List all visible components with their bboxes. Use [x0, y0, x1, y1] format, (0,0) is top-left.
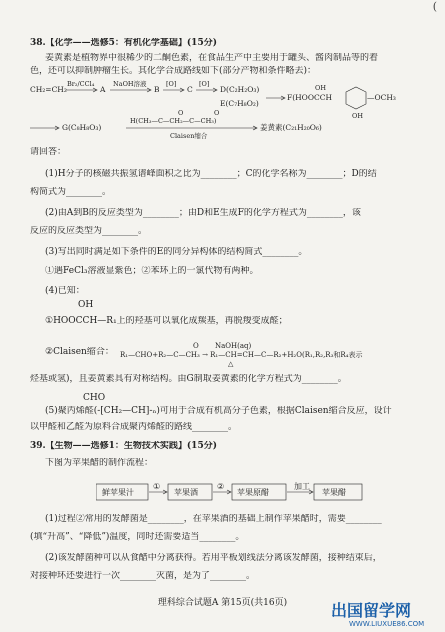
q39-part-1a: (1)过程②常用的发酵菌是________，在苹果酒的基础上制作苹果醋时，需要________ [45, 514, 382, 524]
claisen-o-1: O [193, 342, 199, 350]
scheme-c: C [187, 85, 193, 94]
scheme-h-o-2: O [214, 109, 220, 117]
scheme-oxidant-2: [O] [199, 80, 210, 88]
scheme-product: 姜黄素(C₂₁H₂₀O₆) [260, 123, 322, 132]
flow-box-juice: 鲜苹果汁 [102, 488, 134, 497]
scheme-claisen: Claisen缩合 [170, 132, 208, 140]
q39-intro: 下图为苹果醋的制作流程： [45, 458, 154, 468]
q39-part-2a: (2)该发酵菌种可以从食醋中分离获得。若用平板划线法分离该发酵菌，接种结束后， [45, 553, 382, 563]
q38-part-4: (4)已知： [45, 286, 85, 296]
scheme-ethylene: CH₂=CH₂ [30, 85, 67, 94]
claisen-naoh: NaOH(aq) [215, 342, 252, 350]
corner-mark: ( [432, 0, 437, 13]
q38-intro-line-1: 姜黄素是植物界中很稀少的二酮色素，在食品生产中主要用于罐头、酱肉制品等的着 [45, 53, 379, 63]
scheme-a: A [100, 85, 106, 94]
watermark-title: 出国留学网 [331, 601, 412, 620]
q38-part-3a: (3)写出同时满足如下条件的E的同分异构体的结构简式________。 [45, 247, 308, 257]
apple-vinegar-flow [96, 482, 366, 504]
q38-part-3b: ①遇FeCl₃溶液显紫色；②苯环上的一氯代物有两种。 [45, 266, 259, 276]
scheme-e: E(C₇H₈O₂) [220, 99, 259, 108]
q38-part-5-cho: CHO [83, 393, 106, 403]
claisen-delta: △ [228, 360, 234, 368]
page-footer: 理科综合试题A 第15页(共16页) [157, 598, 288, 608]
watermark-url: WWW.LIUXUE86.COM [349, 620, 425, 628]
flow-step-1: ① [153, 482, 161, 491]
q38-part-4-ii-lead: ②Claisen缩合： [45, 347, 114, 357]
scheme-f: F(HOOCCH [287, 93, 332, 102]
flow-box-vinegar: 苹果醋 [322, 488, 346, 497]
q39-part-1b: (填“升高”、“降低”)温度，同时还需要适当________。 [30, 532, 245, 542]
q38-part-2b: 反应的反应类型为________。 [30, 226, 148, 236]
scheme-f-och3: —OCH₃ [367, 93, 396, 102]
scheme-f-oh-ring: OH [352, 112, 363, 120]
q38-part-4-i: ①HOOCCH—R₁上的羟基可以氧化成羰基，再脱羧变成醛； [45, 316, 288, 326]
scheme-d: D(C₂H₂O₃) [220, 85, 260, 94]
q38-prompt: 请回答： [30, 147, 67, 157]
claisen-equation [120, 340, 400, 370]
scheme-g: G(C₈H₈O₃) [62, 123, 102, 132]
q38-part-1b: 构简式为________。 [30, 187, 112, 197]
watermark-logo [329, 600, 439, 628]
flow-step-2: ② [217, 482, 225, 491]
claisen-equation-text: R₁—CHO+R₂—C—CH₃ → R₁—CH=CH—C—R₂+H₂O(R₁,R₂,R₃和R₄表示 [120, 351, 363, 359]
q38-part-4-oh: OH [78, 300, 94, 310]
flow-box-wine: 苹果酒 [174, 488, 198, 497]
scheme-reagent-br2: Br₂/CCl₄ [67, 80, 95, 88]
q38-intro-line-2: 色，还可以抑制肿瘤生长。其化学合成路线如下(部分产物和条件略去)： [30, 66, 317, 76]
q39-title: 39.【生物——选修1：生物技术实践】(15分) [30, 441, 217, 451]
q39-part-2b: 对接种环还要进行一次________灭菌，是为了________。 [30, 571, 256, 581]
flow-step-process: 加工 [294, 482, 310, 491]
scheme-h-o-1: O [178, 109, 184, 117]
scheme-b: B [154, 85, 160, 94]
scheme-oxidant-1: [O] [166, 80, 177, 88]
q38-part-5a: (5)聚丙烯醛(-[CH₂—CH]-ₙ)可用于合成有机高分子色素，根据Claisen缩合反应，设计 [45, 406, 392, 416]
flow-box-raw-vinegar: 苹果原醋 [237, 488, 269, 497]
q38-part-5b: 以甲醛和乙醛为原料合成聚丙烯醛的路线________。 [30, 422, 238, 432]
scheme-reagent-naoh: NaOH溶液 [113, 80, 147, 88]
q38-part-4-iii: 烃基或氢)，且姜黄素具有对称结构。由G制取姜黄素的化学方程式为________。 [30, 374, 347, 384]
q38-title: 38.【化学——选修5：有机化学基础】(15分) [30, 38, 217, 48]
q38-part-1a: (1)H分子的核磁共振氢谱峰面积之比为________；C的化学名称为________；D的结 [45, 169, 377, 179]
scheme-h-reagent: H(CH₃—C—CH₂—C—CH₃) [130, 117, 217, 125]
q38-part-2a: (2)由A到B的反应类型为________；由D和E生成F的化学方程式为________，该 [45, 208, 361, 218]
scheme-f-oh: OH [315, 84, 326, 92]
synthesis-scheme [30, 78, 425, 140]
